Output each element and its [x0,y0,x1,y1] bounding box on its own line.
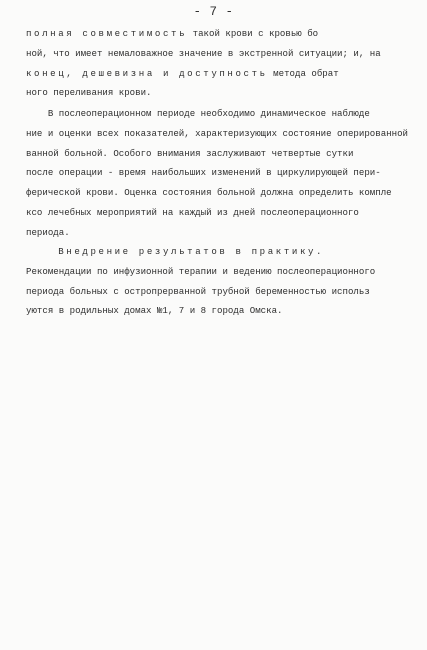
text-line: ферической крови. Оценка состояния больной должна определить компле [26,187,392,199]
text-line [26,24,400,44]
text-line: ние и оценки всех показателей, характеризующих состояние оперированной [26,127,408,139]
text-run: метода обрат [267,67,339,79]
text-line: периода. [26,226,70,238]
text-line: ванной больной. Особого внимания заслуживают четвертые сутки [26,147,354,159]
paragraph-transfusion-advantages [26,24,400,103]
text-line: после операции - время наибольших изменений в циркулирующей пери- [26,167,381,179]
spaced-emphasis: конец, дешевизна и доступность [26,67,268,79]
text-line: ной, что имеет немаловажное значение в экстренной ситуации; и, на [26,47,381,59]
paragraph-postoperative-period [26,104,408,243]
text-line: уются в родильных домах №1, 7 и 8 города Омска. [26,305,283,317]
text-line: ного переливания крови. [26,87,152,99]
page-number: - 7 - [193,5,234,19]
text-line: ксо лечебных мероприятий на каждый из дней послеоперационного [26,206,359,218]
spaced-emphasis: полная совместимость [26,28,188,39]
section-heading [26,242,400,262]
text-line [26,64,400,84]
text-run: такой крови с кровью бо [187,28,319,39]
paragraph-implementation [26,242,400,321]
text-line: В послеоперационном периоде необходимо динамическое наблюде [26,108,370,119]
text-line: Рекомендации по инфузионной терапии и ведению послеоперационного [26,265,376,277]
spaced-emphasis: Внедрение результатов в практику. [26,246,325,257]
text-line: периода больных с остропрерванной трубной беременностью использ [26,285,370,297]
